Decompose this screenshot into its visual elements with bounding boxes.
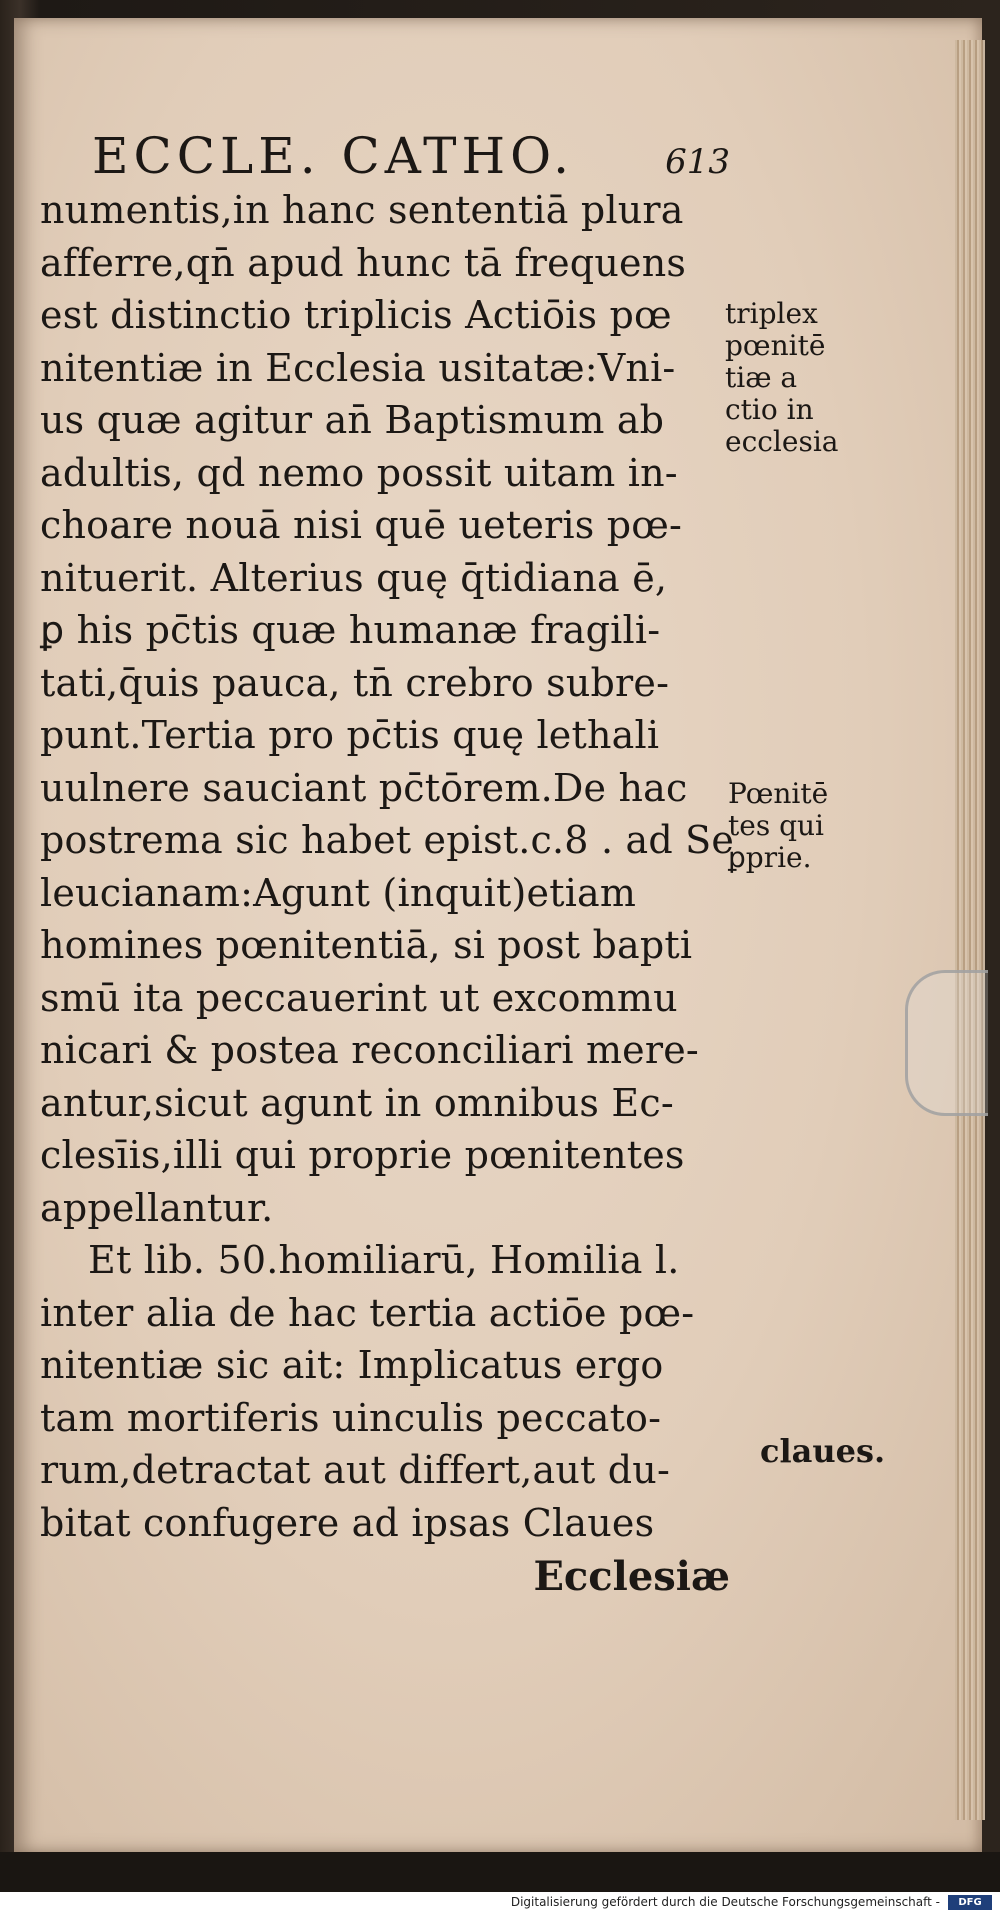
text-line: numentis,in hanc sententiā plura: [40, 188, 684, 232]
text-line: antur,sicut agunt in omnibus Ec-: [40, 1080, 674, 1125]
text-line: est distinctio triplicis Actiōis pœ: [40, 293, 672, 337]
text-line: us quæ agitur an̄ Baptismum ab: [40, 398, 665, 442]
text-line: tati,q̄uis pauca, tn̄ crebro subre-: [40, 660, 670, 705]
running-title: ECCLE. CATHO.: [92, 127, 575, 185]
folio-number: 613: [665, 142, 730, 182]
text-line: tam mortiferis uinculis peccato-: [40, 1395, 662, 1440]
text-line: appellantur.: [40, 1185, 274, 1230]
page-fore-edge: [955, 40, 985, 1820]
page-clip: [905, 970, 988, 1116]
text-line: postrema sic habet epist.c.8 . ad Se: [40, 818, 735, 862]
text-line: leucianam:Agunt (inquit)etiam: [40, 870, 637, 915]
text-line: nicari & postea reconciliari mere-: [40, 1028, 699, 1072]
text-line: rum,detractat aut differt,aut du-: [40, 1448, 671, 1492]
margin-note-line: triplex: [725, 297, 818, 330]
text-line: adultis, qd nemo possit uitam in-: [40, 450, 678, 495]
margin-note-line: tiæ a: [725, 361, 798, 394]
text-line: inter alia de hac tertia actiōe pœ-: [40, 1290, 695, 1335]
text-line: nituerit. Alterius quę q̄tidiana ē,: [40, 555, 668, 600]
text-line: bitat confugere ad ipsas Claues: [40, 1500, 655, 1545]
text-line: homines pœnitentiā, si post bapti: [40, 923, 693, 967]
margin-note-line: ꝑprie.: [728, 841, 812, 874]
margin-note-triplex: [725, 298, 838, 458]
text-line: punt.Tertia pro pc̄tis quę lethali: [40, 713, 660, 757]
margin-note-line: pœnitē: [725, 329, 826, 362]
text-line: choare nouā nisi quē ueteris pœ-: [40, 503, 683, 547]
text-line: clesīis,illi qui proprie pœnitentes: [40, 1133, 685, 1177]
margin-note-line: ctio in: [725, 393, 814, 426]
scan-bottom-edge: [0, 1852, 1000, 1892]
text-line: nitentiæ sic ait: Implicatus ergo: [40, 1343, 664, 1387]
dfg-logo: DFG: [948, 1895, 992, 1910]
text-line: ꝑ his pc̄tis quæ humanæ fragili-: [40, 608, 661, 652]
margin-note-line: tes qui: [728, 809, 825, 842]
margin-note-line: Pœnitē: [728, 777, 829, 810]
running-header: [40, 128, 730, 184]
catchword: Ecclesiæ: [533, 1553, 730, 1600]
text-line: smū ita peccauerint ut excommu: [40, 975, 678, 1020]
digitization-credit: Digitalisierung gefördert durch die Deutsche Forschungsgemeinschaft -: [0, 1892, 1000, 1913]
text-line: afferre,qn̄ apud hunc tā frequens: [40, 240, 687, 285]
margin-note-line: ecclesia: [725, 425, 839, 458]
main-text-block: [40, 127, 735, 1605]
text-line: uulnere sauciant pc̄tōrem.De hac: [40, 765, 688, 810]
margin-note-claues: [760, 1432, 886, 1470]
margin-note-poenitentes: [728, 778, 828, 874]
text-line: nitentiæ in Ecclesia usitatæ:Vni-: [40, 345, 676, 390]
margin-note-line: claues.: [760, 1432, 886, 1470]
text-line: Et lib. 50.homiliarū, Homilia l.: [88, 1238, 680, 1282]
